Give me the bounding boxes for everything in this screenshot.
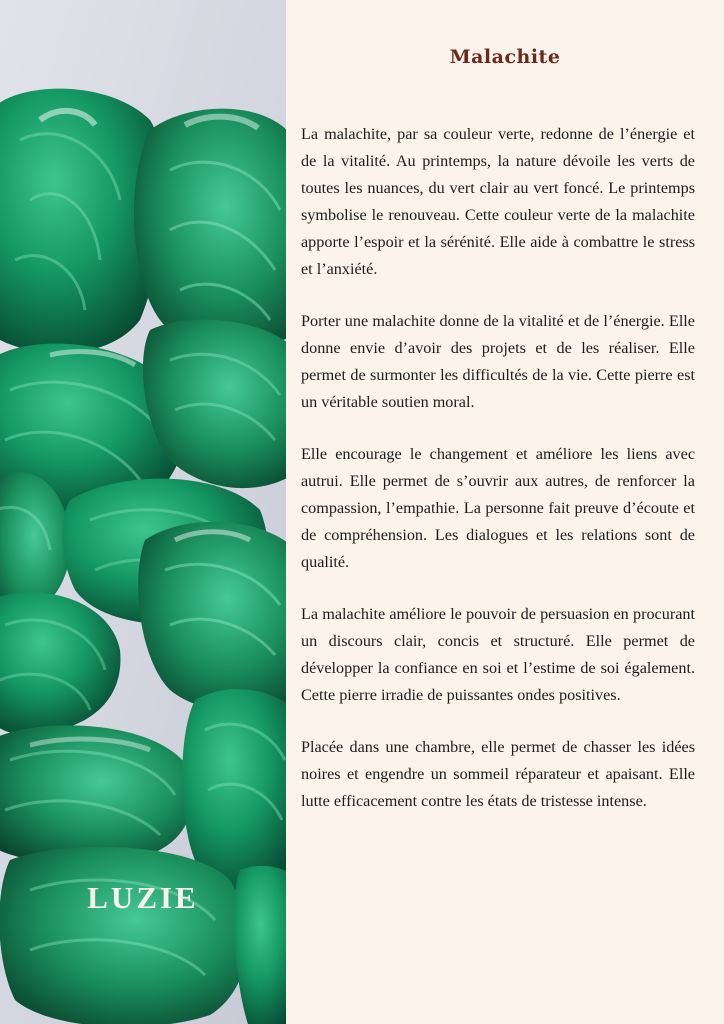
malachite-photo [0,0,286,1024]
paragraph: La malachite améliore le pouvoir de persuasion en procurant un discours clair, concis et structuré. Elle permet de développer la confiance en soi et l’estime de soi également. Cette pierre irradie de puissantes ondes positives. [301,605,695,704]
paragraph: La malachite, par sa couleur verte, redonne de l’énergie et de la vitalité. Au printemps, la nature dévoile les verts de toutes les nuances, du vert clair au vert foncé. Le printemps symbolise le renouveau. Cette couleur verte de la malachite apporte l’espoir et la sérénité. Elle aide à combattre le stress et l’anxiété. [301,125,695,278]
text-panel [286,0,724,1024]
stone [0,725,193,864]
stone [0,847,247,1024]
brand-logo: LUZIE [87,880,199,915]
page-title: Malachite [449,46,561,68]
paragraph: Elle encourage le changement et améliore les liens avec autrui. Elle permet de s’ouvrir aux autres, de renforcer la compassion, l’empathie. La personne fait preuve d’écoute et de compréhension. Les dialogues et les relations sont de qualité. [301,445,695,571]
paragraph: Porter une malachite donne de la vitalité et de l’énergie. Elle donne envie d’avoir des projets et de les réaliser. Elle permet de surmonter les difficultés de la vie. Cette pierre est un véritable soutien moral. [301,312,695,411]
body-text [301,121,695,840]
stone [134,109,286,352]
malachite-stones-illustration [0,0,286,1024]
paragraph: Placée dans une chambre, elle permet de chasser les idées noires et engendre un sommeil réparateur et apaisant. Elle lutte efficacement contre les états de tristesse intense. [301,738,695,810]
